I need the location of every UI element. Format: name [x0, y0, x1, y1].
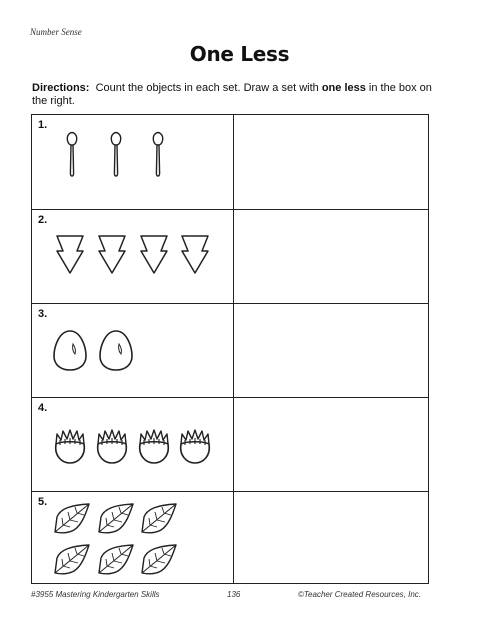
problem-row-5 — [32, 491, 428, 585]
object-set — [32, 304, 232, 398]
directions-text-after: in the box on the right. — [32, 82, 432, 107]
leaf-icon — [142, 504, 176, 533]
directions-label: Directions: — [32, 82, 90, 94]
arrow-down-icon — [57, 236, 83, 273]
egg-icon — [54, 331, 86, 370]
arrow-down-icon — [99, 236, 125, 273]
footer-page-number: 136 — [227, 590, 241, 599]
strawberry-icon — [98, 430, 127, 463]
answer-box[interactable] — [234, 115, 428, 209]
strawberry-icon — [181, 430, 210, 463]
spoon-icon — [111, 133, 120, 177]
answer-box[interactable] — [234, 210, 428, 304]
spoon-icon — [67, 133, 76, 177]
leaf-icon — [55, 504, 89, 533]
arrow-down-icon — [141, 236, 167, 273]
egg-icon — [100, 331, 132, 370]
problem-number: 3. — [38, 308, 48, 320]
footer-book-title: #3955 Mastering Kindergarten Skills — [31, 590, 160, 599]
problem-number: 4. — [38, 402, 48, 414]
object-set — [32, 115, 232, 209]
answer-box[interactable] — [234, 398, 428, 492]
strawberry-icon — [140, 430, 169, 463]
strawberry-icon — [56, 430, 85, 463]
worksheet-grid — [31, 114, 429, 584]
problem-row-2 — [32, 209, 428, 303]
arrow-down-icon — [182, 236, 208, 273]
answer-box[interactable] — [234, 304, 428, 398]
problem-number: 5. — [38, 496, 48, 508]
object-set — [32, 398, 232, 492]
directions — [32, 82, 442, 108]
problem-row-3 — [32, 303, 428, 397]
directions-text-before: Count the objects in each set. Draw a set with — [95, 82, 319, 94]
object-set — [32, 492, 232, 586]
problem-row-4 — [32, 397, 428, 491]
spoon-icon — [153, 133, 162, 177]
directions-emphasis: one less — [321, 82, 366, 94]
leaf-icon — [99, 504, 133, 533]
problem-number: 1. — [38, 119, 48, 131]
page-title: One Less — [189, 42, 290, 66]
section-label: Number Sense — [30, 27, 82, 37]
leaf-icon — [55, 545, 89, 574]
object-set — [32, 210, 232, 304]
answer-box[interactable] — [234, 492, 428, 586]
problem-row-1 — [32, 115, 428, 209]
footer-copyright: ©Teacher Created Resources, Inc. — [298, 590, 421, 599]
leaf-icon — [99, 545, 133, 574]
leaf-icon — [142, 545, 176, 574]
problem-number: 2. — [38, 214, 48, 226]
